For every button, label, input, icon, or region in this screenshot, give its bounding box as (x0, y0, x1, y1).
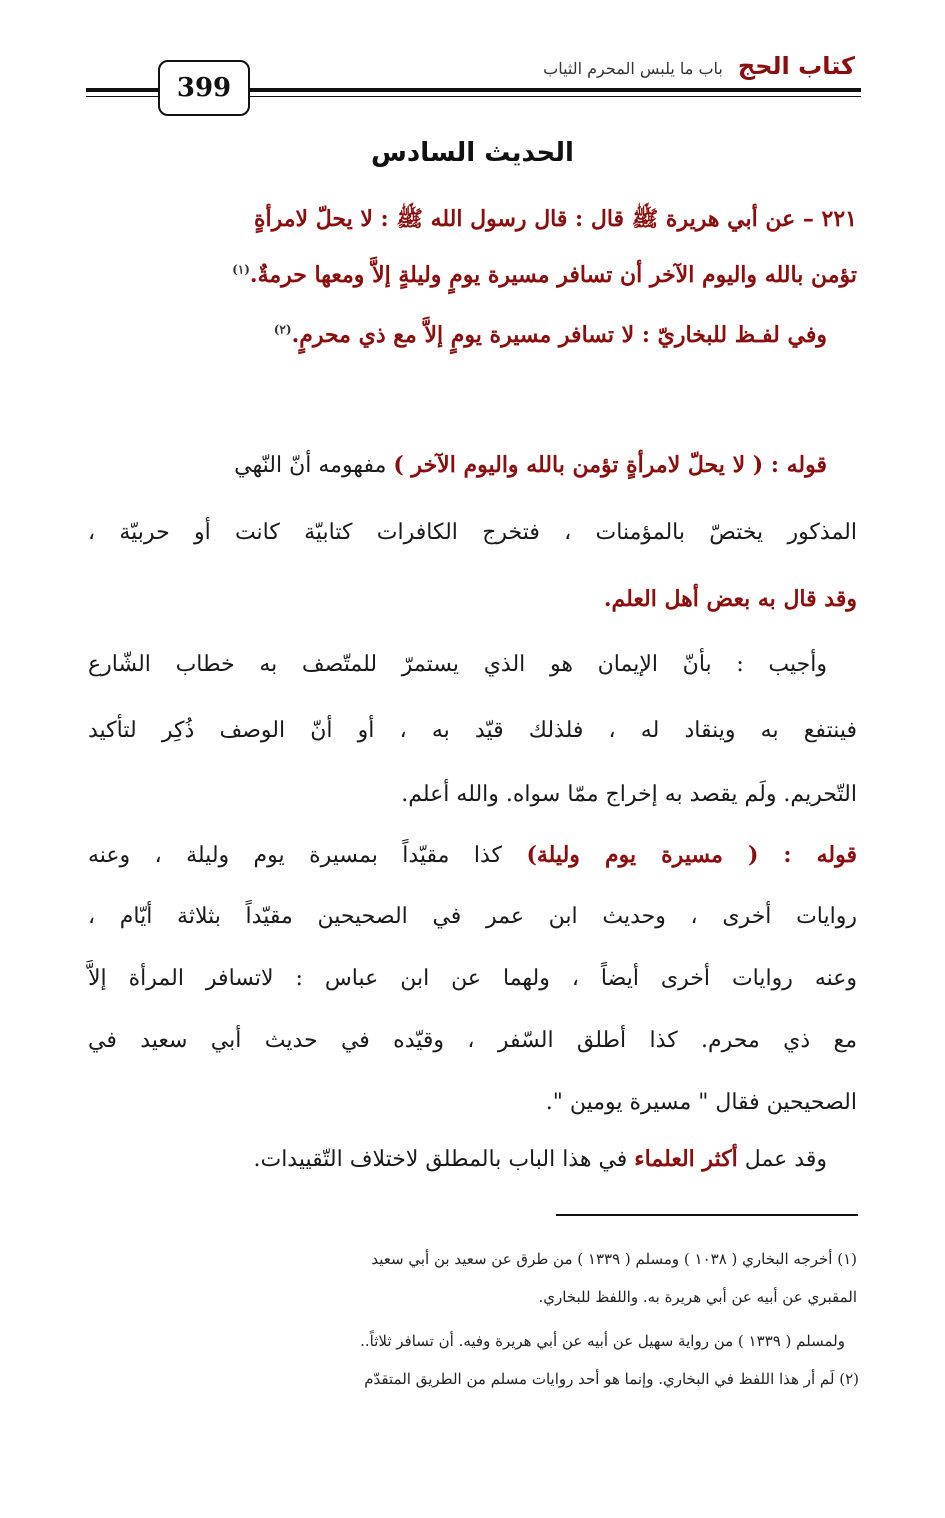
footnote-ref-2[interactable]: (٢) (273, 322, 292, 337)
body-line-12 (253, 1146, 827, 1172)
quote-highlight-1: قوله : ( لا يحلّ لامرأةٍ تؤمن بالله واليوم الآخر ) (393, 452, 827, 478)
body-line-11: الصحيحين فقال " مسيرة يومين ". (545, 1090, 857, 1115)
body-line-5: فينتفع به وينقاد له ، فلذلك قيّد به ، أو أنّ الوصف ذُكِر لتأكيد (88, 718, 857, 743)
hadith-line-3-text: وفي لفـظ للبخاريّ : لا تسافر مسيرة يومٍ إلاَّ مع ذي محرمٍ. (291, 322, 827, 348)
body-line-2: المذكور يختصّ بالمؤمنات ، فتخرج الكافرات كتابيّة كانت أو حربيّة ، (88, 520, 857, 545)
hadith-line-3 (274, 322, 827, 348)
body-line-1 (234, 452, 827, 478)
body-line-1-rest: مفهومه أنّ النّهي (234, 453, 394, 478)
body-line-6: التّحريم. ولَم يقصد به إخراج ممّا سواه. والله أعلم. (401, 782, 857, 807)
body-line-7-rest: كذا مقيّداً بمسيرة يوم وليلة ، وعنه (88, 843, 527, 868)
book-title: كتاب الحج (737, 52, 855, 80)
hadith-line-2 (232, 262, 857, 288)
quote-highlight-2: قوله : ( مسيرة يوم وليلة) (526, 842, 858, 868)
body-line-9: وعنه روايات أخرى أيضاً ، ولهما عن ابن عباس : لاتسافر المرأة إلاَّ (88, 966, 857, 991)
hadith-line-1: ٢٢١ – عن أبي هريرة ﷺ قال : قال رسول الله ﷺ : لا يحلّ لامرأةٍ (253, 206, 857, 232)
body-line-8: روايات أخرى ، وحديث ابن عمر في الصحيحين مقيّداً بثلاثة أيّام ، (88, 904, 857, 929)
body-line-12-b: في هذا الباب بالمطلق لاختلاف التّقييدات. (253, 1147, 635, 1172)
footnote-1-line-2: المقبري عن أبيه عن أبي هريرة به. واللفظ للبخاري. (538, 1288, 857, 1306)
footnote-2: (٢) لَم أر هذا اللفظ في البخاري. وإنما هو أحد روايات مسلم من الطريق المتقدّم (364, 1370, 859, 1388)
page-number: 399 (158, 60, 250, 116)
hadith-heading: الحديث السادس (371, 138, 574, 168)
chapter-title: باب ما يلبس المحرم الثياب (543, 59, 723, 78)
footnote-separator (556, 1214, 858, 1216)
footnote-ref-1[interactable]: (١) (232, 262, 250, 277)
body-line-4: وأجيب : بأنّ الإيمان هو الذي يستمرّ للمتّصف به خطاب الشّارع (88, 652, 827, 677)
running-header (543, 52, 855, 80)
footnote-1-line-3: ولمسلم ( ١٣٣٩ ) من رواية سهيل عن أبيه عن أبي هريرة وفيه. أن تسافر ثلاثاً.. (360, 1332, 845, 1350)
footnote-1-line-1: (١) أخرجه البخاري ( ١٠٣٨ ) ومسلم ( ١٣٣٩ ) من طرق عن سعيد بن أبي سعيد (371, 1250, 857, 1268)
body-line-10: مع ذي محرم. كذا أطلق السّفر ، وقيّده في حديث أبي سعيد في (88, 1028, 857, 1053)
quote-highlight-3: أكثر العلماء (634, 1146, 738, 1172)
body-line-12-a: وقد عمل (737, 1147, 827, 1172)
hadith-line-2-text: تؤمن بالله واليوم الآخر أن تسافر مسيرة يومٍ وليلةٍ إلاَّ ومعها حرمةٌ. (249, 262, 857, 288)
body-line-3: وقد قال به بعض أهل العلم. (603, 586, 857, 612)
body-line-7 (88, 842, 857, 868)
